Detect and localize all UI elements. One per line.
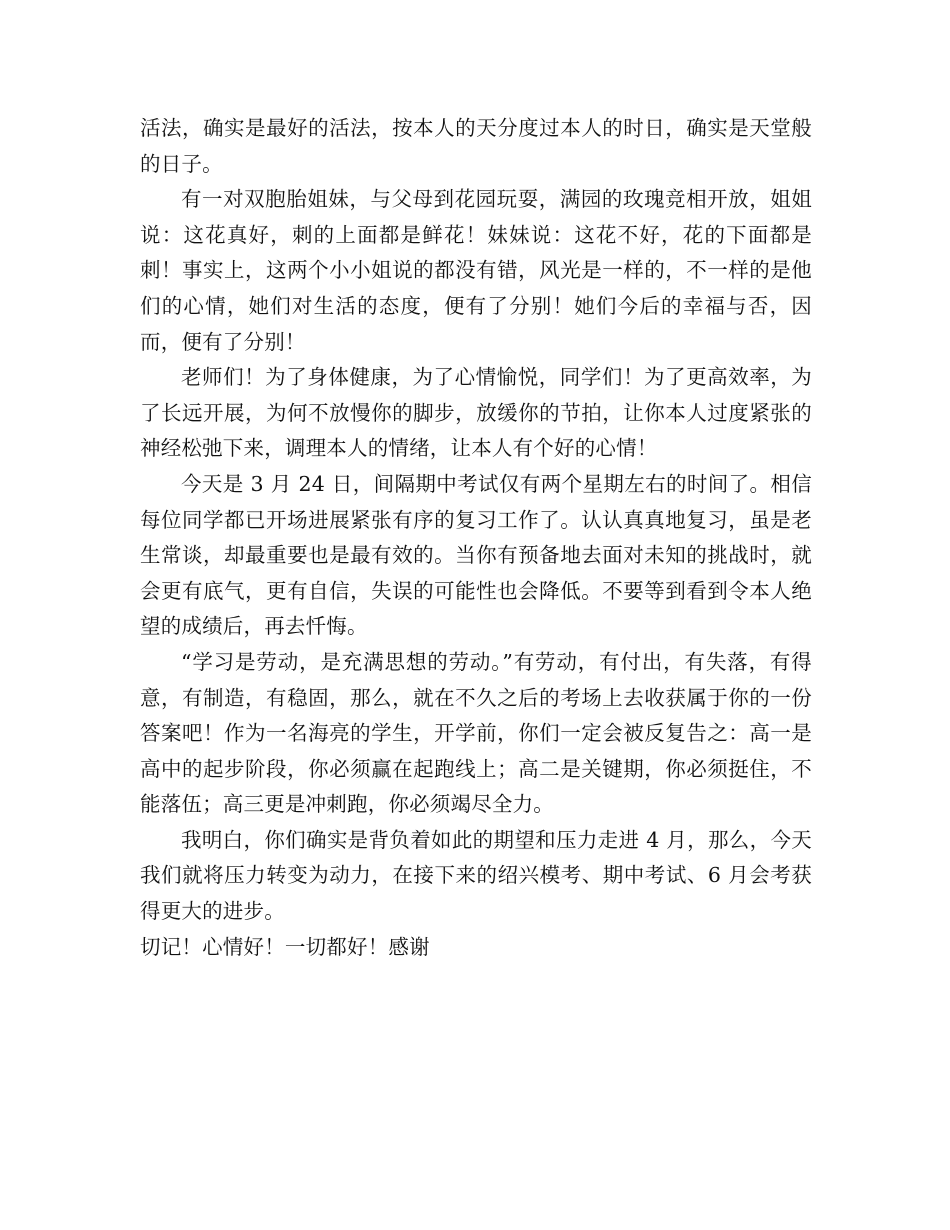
paragraph-learning-labor: “学习是劳动，是充满思想的劳动。”有劳动，有付出，有失落，有得意，有制造，有稳固，那么，就在不久之后的考场上去收获属于你的一份答案吧！作为一名海亮的学生，开学前，你们一定会被反复告之：高一是高中的起步阶段，你必须赢在起跑线上；高二是关键期，你必须挺住，不能落伍；高三更是冲刺跑，你必须竭尽全力。 — [140, 649, 812, 817]
paragraph-closing: 切记！心情好！一切都好！感谢 — [140, 934, 430, 959]
paragraph-teachers-students: 老师们！为了身体健康，为了心情愉悦，同学们！为了更高效率，为了长远开展，为何不放慢你的脚步，放缓你的节拍，让你本人过度紧张的神经松弛下来，调理本人的情绪，让本人有个好的心情！ — [140, 365, 812, 461]
document-body — [140, 111, 812, 965]
paragraph-exam-review: 今天是 3 月 24 日，间隔期中考试仅有两个星期左右的时间了。相信每位同学都已开场进展紧张有序的复习工作了。认认真真地复习，虽是老生常谈，却最重要也是最有效的。当你有预备地去面对未知的挑战时，就会更有底气，更有自信，失误的可能性也会降低。不要等到看到令本人绝望的成绩后，再去忏悔。 — [140, 471, 812, 639]
paragraph-continuation: 活法，确实是最好的活法，按本人的天分度过本人的时日，确实是天堂般的日子。 — [140, 116, 812, 176]
paragraph-twin-sisters: 有一对双胞胎姐妹，与父母到花园玩耍，满园的玫瑰竞相开放，姐姐说：这花真好，刺的上面都是鲜花！妹妹说：这花不好，花的下面都是刺！事实上，这两个小小姐说的都没有错，风光是一样的，不一样的是他们的心情，她们对生活的态度，便有了分别！她们今后的幸福与否，因而，便有了分别！ — [140, 187, 812, 354]
paragraph-pressure-motivation: 我明白，你们确实是背负着如此的期望和压力走进 4 月，那么，今天我们就将压力转变为动力，在接下来的绍兴模考、期中考试、6 月会考获得更大的进步。 — [140, 827, 812, 924]
